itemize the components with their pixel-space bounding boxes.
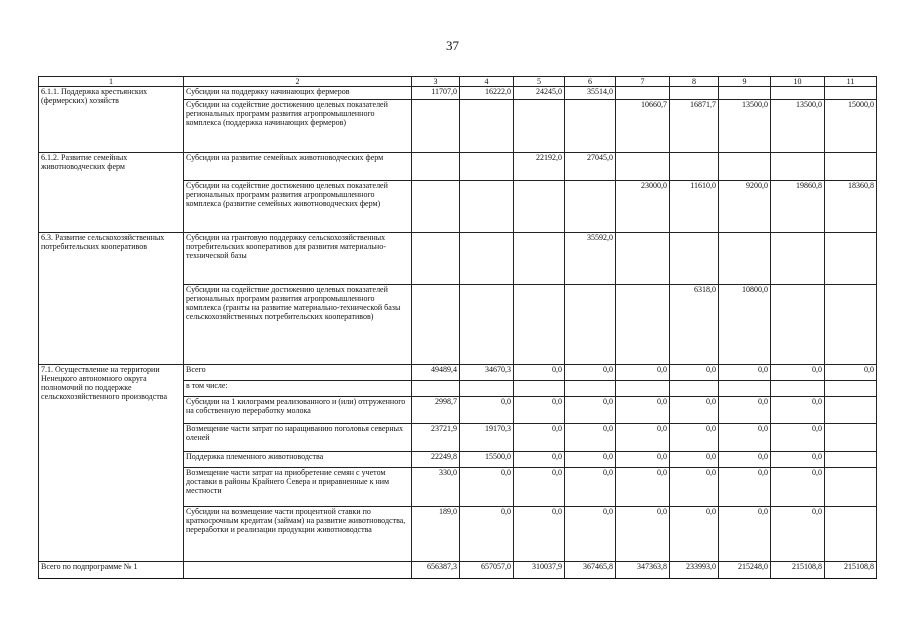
amount-cell bbox=[670, 87, 719, 100]
amount-cell bbox=[514, 381, 565, 397]
amount-cell: 0,0 bbox=[719, 468, 771, 507]
amount-cell bbox=[616, 285, 670, 365]
amount-cell bbox=[771, 381, 825, 397]
amount-cell: 16222,0 bbox=[460, 87, 514, 100]
amount-cell: 0,0 bbox=[565, 452, 616, 468]
measure-description: Субсидии на возмещение части процентной ставки по краткосрочным кредитам (займам) на развитие животноводства, переработки и реализации продукции животноводства bbox=[184, 507, 412, 562]
measure-description: Возмещение части затрат на приобретение семян с учетом доставки в районы Крайнего Севера и приравненные к ним местности bbox=[184, 468, 412, 507]
amount-cell: 0,0 bbox=[514, 365, 565, 381]
amount-cell: 0,0 bbox=[565, 365, 616, 381]
amount-cell: 215108,8 bbox=[825, 562, 877, 579]
column-number-header: 2 bbox=[184, 77, 412, 87]
amount-cell: 35592,0 bbox=[565, 233, 616, 285]
amount-cell: 35514,0 bbox=[565, 87, 616, 100]
amount-cell bbox=[719, 381, 771, 397]
amount-cell: 0,0 bbox=[616, 424, 670, 452]
amount-cell: 19860,8 bbox=[771, 181, 825, 233]
amount-cell: 0,0 bbox=[565, 468, 616, 507]
amount-cell bbox=[670, 153, 719, 181]
amount-cell bbox=[460, 285, 514, 365]
amount-cell: 15500,0 bbox=[460, 452, 514, 468]
amount-cell bbox=[616, 233, 670, 285]
amount-cell: 657057,0 bbox=[460, 562, 514, 579]
amount-cell: 233993,0 bbox=[670, 562, 719, 579]
amount-cell: 0,0 bbox=[460, 507, 514, 562]
amount-cell: 22249,8 bbox=[412, 452, 460, 468]
amount-cell: 0,0 bbox=[514, 397, 565, 424]
amount-cell: 0,0 bbox=[719, 397, 771, 424]
amount-cell: 22192,0 bbox=[514, 153, 565, 181]
page-number: 37 bbox=[446, 38, 459, 53]
amount-cell bbox=[460, 100, 514, 153]
amount-cell bbox=[460, 153, 514, 181]
amount-cell bbox=[514, 285, 565, 365]
amount-cell: 24245,0 bbox=[514, 87, 565, 100]
table-row bbox=[39, 365, 877, 381]
amount-cell: 0,0 bbox=[616, 365, 670, 381]
amount-cell bbox=[825, 153, 877, 181]
measure-description: Субсидии на 1 килограмм реализованного и (или) отгруженного на собственную переработку молока bbox=[184, 397, 412, 424]
amount-cell bbox=[460, 381, 514, 397]
amount-cell: 10660,7 bbox=[616, 100, 670, 153]
measure-description: в том числе: bbox=[184, 381, 412, 397]
amount-cell bbox=[719, 153, 771, 181]
amount-cell: 11707,0 bbox=[412, 87, 460, 100]
amount-cell: 367465,8 bbox=[565, 562, 616, 579]
column-number-header: 10 bbox=[771, 77, 825, 87]
amount-cell bbox=[412, 153, 460, 181]
measure-description bbox=[184, 562, 412, 579]
table-row bbox=[39, 233, 877, 285]
column-number-header: 1 bbox=[39, 77, 184, 87]
table-row bbox=[39, 87, 877, 100]
measure-description: Возмещение части затрат по наращиванию поголовья северных оленей bbox=[184, 424, 412, 452]
program-item-label: 7.1. Осуществление на территории Ненецкого автономного округа полномочий по поддержке сельскохозяйственного производства bbox=[39, 365, 184, 562]
amount-cell: 0,0 bbox=[670, 365, 719, 381]
amount-cell: 0,0 bbox=[460, 468, 514, 507]
measure-description: Поддержка племенного животноводства bbox=[184, 452, 412, 468]
amount-cell bbox=[412, 381, 460, 397]
amount-cell bbox=[565, 381, 616, 397]
column-number-header: 6 bbox=[565, 77, 616, 87]
amount-cell: 0,0 bbox=[670, 507, 719, 562]
amount-cell: 0,0 bbox=[771, 468, 825, 507]
amount-cell bbox=[514, 181, 565, 233]
total-label: Всего по подпрограмме № 1 bbox=[39, 562, 184, 579]
amount-cell: 11610,0 bbox=[670, 181, 719, 233]
amount-cell: 19170,3 bbox=[460, 424, 514, 452]
measure-description: Субсидии на грантовую поддержку сельскохозяйственных потребительских кооперативов для развития материально-технической базы bbox=[184, 233, 412, 285]
amount-cell: 23721,9 bbox=[412, 424, 460, 452]
amount-cell bbox=[719, 233, 771, 285]
amount-cell bbox=[670, 381, 719, 397]
column-number-header: 7 bbox=[616, 77, 670, 87]
amount-cell: 656387,3 bbox=[412, 562, 460, 579]
amount-cell: 0,0 bbox=[771, 424, 825, 452]
amount-cell: 0,0 bbox=[719, 507, 771, 562]
amount-cell: 0,0 bbox=[514, 424, 565, 452]
table-header-row bbox=[39, 77, 877, 87]
amount-cell: 6318,0 bbox=[670, 285, 719, 365]
amount-cell bbox=[514, 100, 565, 153]
program-item-label: 6.1.2. Развитие семейных животноводческих ферм bbox=[39, 153, 184, 233]
amount-cell bbox=[460, 233, 514, 285]
amount-cell: 0,0 bbox=[514, 507, 565, 562]
column-number-header: 3 bbox=[412, 77, 460, 87]
table-row bbox=[39, 153, 877, 181]
amount-cell: 0,0 bbox=[514, 468, 565, 507]
measure-description: Всего bbox=[184, 365, 412, 381]
program-item-label: 6.3. Развитие сельскохозяйственных потребительских кооперативов bbox=[39, 233, 184, 365]
amount-cell: 49489,4 bbox=[412, 365, 460, 381]
amount-cell: 27045,0 bbox=[565, 153, 616, 181]
amount-cell: 0,0 bbox=[825, 365, 877, 381]
amount-cell: 0,0 bbox=[670, 468, 719, 507]
amount-cell: 0,0 bbox=[670, 424, 719, 452]
amount-cell bbox=[771, 233, 825, 285]
amount-cell: 0,0 bbox=[719, 365, 771, 381]
amount-cell bbox=[825, 468, 877, 507]
amount-cell bbox=[719, 87, 771, 100]
amount-cell: 0,0 bbox=[616, 468, 670, 507]
measure-description: Субсидии на содействие достижению целевых показателей региональных программ развития агропромышленного комплекса (гранты на развитие материально-технической базы сельскохозяйственных потребительских кооперативов) bbox=[184, 285, 412, 365]
measure-description: Субсидии на развитие семейных животноводческих ферм bbox=[184, 153, 412, 181]
amount-cell: 13500,0 bbox=[771, 100, 825, 153]
amount-cell: 13500,0 bbox=[719, 100, 771, 153]
amount-cell: 189,0 bbox=[412, 507, 460, 562]
column-number-header: 9 bbox=[719, 77, 771, 87]
amount-cell bbox=[412, 285, 460, 365]
amount-cell: 0,0 bbox=[514, 452, 565, 468]
amount-cell bbox=[616, 87, 670, 100]
amount-cell: 0,0 bbox=[719, 452, 771, 468]
column-number-header: 8 bbox=[670, 77, 719, 87]
amount-cell bbox=[825, 424, 877, 452]
amount-cell: 215108,8 bbox=[771, 562, 825, 579]
amount-cell: 9200,0 bbox=[719, 181, 771, 233]
amount-cell: 347363,8 bbox=[616, 562, 670, 579]
column-number-header: 4 bbox=[460, 77, 514, 87]
amount-cell bbox=[412, 100, 460, 153]
amount-cell bbox=[825, 452, 877, 468]
column-number-header: 5 bbox=[514, 77, 565, 87]
amount-cell bbox=[616, 381, 670, 397]
amount-cell: 0,0 bbox=[616, 507, 670, 562]
amount-cell: 0,0 bbox=[771, 365, 825, 381]
column-number-header: 11 bbox=[825, 77, 877, 87]
amount-cell bbox=[412, 181, 460, 233]
amount-cell: 0,0 bbox=[565, 397, 616, 424]
amount-cell bbox=[825, 507, 877, 562]
amount-cell: 0,0 bbox=[565, 424, 616, 452]
amount-cell: 15000,0 bbox=[825, 100, 877, 153]
amount-cell: 23000,0 bbox=[616, 181, 670, 233]
amount-cell bbox=[771, 153, 825, 181]
measure-description: Субсидии на содействие достижению целевых показателей региональных программ развития агропромышленного комплекса (поддержка начинающих фермеров) bbox=[184, 100, 412, 153]
amount-cell bbox=[670, 233, 719, 285]
amount-cell: 18360,8 bbox=[825, 181, 877, 233]
amount-cell: 0,0 bbox=[719, 424, 771, 452]
amount-cell bbox=[825, 233, 877, 285]
amount-cell: 2998,7 bbox=[412, 397, 460, 424]
amount-cell bbox=[565, 100, 616, 153]
amount-cell: 330,0 bbox=[412, 468, 460, 507]
amount-cell bbox=[412, 233, 460, 285]
amount-cell: 0,0 bbox=[670, 452, 719, 468]
amount-cell: 310037,9 bbox=[514, 562, 565, 579]
amount-cell bbox=[771, 87, 825, 100]
amount-cell: 0,0 bbox=[771, 397, 825, 424]
amount-cell bbox=[825, 87, 877, 100]
amount-cell: 0,0 bbox=[616, 452, 670, 468]
amount-cell bbox=[565, 181, 616, 233]
amount-cell: 215248,0 bbox=[719, 562, 771, 579]
budget-table bbox=[38, 76, 877, 579]
amount-cell bbox=[514, 233, 565, 285]
amount-cell: 34670,3 bbox=[460, 365, 514, 381]
amount-cell: 0,0 bbox=[771, 507, 825, 562]
total-row bbox=[39, 562, 877, 579]
amount-cell bbox=[771, 285, 825, 365]
measure-description: Субсидии на содействие достижению целевых показателей региональных программ развития агропромышленного комплекса (развитие семейных животноводческих ферм) bbox=[184, 181, 412, 233]
amount-cell: 0,0 bbox=[616, 397, 670, 424]
amount-cell: 0,0 bbox=[771, 452, 825, 468]
amount-cell bbox=[616, 153, 670, 181]
amount-cell bbox=[825, 381, 877, 397]
amount-cell bbox=[460, 181, 514, 233]
amount-cell: 16871,7 bbox=[670, 100, 719, 153]
amount-cell: 0,0 bbox=[565, 507, 616, 562]
program-item-label: 6.1.1. Поддержка крестьянских (фермерских) хозяйств bbox=[39, 87, 184, 153]
amount-cell: 0,0 bbox=[460, 397, 514, 424]
amount-cell: 0,0 bbox=[670, 397, 719, 424]
amount-cell bbox=[565, 285, 616, 365]
amount-cell bbox=[825, 397, 877, 424]
amount-cell bbox=[825, 285, 877, 365]
amount-cell: 10800,0 bbox=[719, 285, 771, 365]
measure-description: Субсидии на поддержку начинающих фермеров bbox=[184, 87, 412, 100]
